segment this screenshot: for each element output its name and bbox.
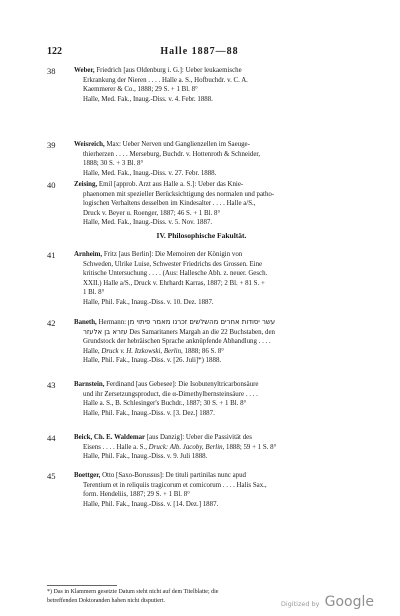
entry-body: [74, 380, 356, 418]
entry-text: Otto [Saxo-Borussus]: De tituli partinilas nunc apud: [100, 472, 246, 479]
entry-text: thierherzen . . . . Merseburg, Buchdr. v. Hottenroth & Schneider,: [83, 150, 261, 158]
entry-line: [74, 471, 356, 481]
entry-line: [74, 150, 356, 160]
watermark-brand: Google: [324, 594, 374, 610]
entry-text: Halle, Phil. Fak., Inaug.-Diss. v. 9. Juli 1888.: [83, 453, 208, 461]
entry-text: Halle, Phil. Fak., Inaug.-Diss. v. [26. Juli]*) 1888.: [83, 357, 222, 365]
author-name: Zeising,: [74, 181, 98, 188]
entry-text: Halle,: [83, 347, 102, 355]
entry-line: [74, 169, 356, 179]
entry-text: Friedrich [aus Oldenburg i. G.]: Ueber leukaemische: [94, 67, 242, 74]
entry-45: [47, 471, 356, 509]
google-watermark: [281, 591, 374, 610]
author-name: Baneth,: [74, 319, 97, 326]
entry-text: Grundstock der hebräischen Sprache anknüpfende Abhandlung . . . .: [83, 338, 271, 346]
entry-line: [74, 452, 356, 462]
entry-text: Druck v. Beyer u. Roenger, 1887; 46 S. + 1 Bl. 8°: [83, 209, 221, 217]
entry-text: Kaemmerer & Co., 1888; 29 S. + 1 Bl. 8°: [83, 86, 198, 94]
author-name: Weber,: [74, 67, 95, 74]
entry-line: [74, 380, 356, 390]
entry-text: 1888; 30 S. + 3 Bl. 8°: [83, 160, 144, 168]
page-number: 122: [47, 46, 62, 57]
entry-text: Eisens . . . . Halle a. S.,: [83, 443, 149, 451]
entry-text: Erkrankung der Nieren . . . . Halle a. S., Hofbuchdr. v. C. A.: [83, 76, 248, 84]
entry-text: Halle, Phil. Fak., Inaug.-Diss. v. 10. Dez. 1887.: [83, 298, 214, 306]
entry-line: [74, 490, 356, 500]
footnote-line-1: *) Das in Klammern gesetzte Datum steht nicht auf dem Titelblatte; die: [47, 589, 219, 595]
entry-line: [74, 356, 356, 366]
author-name: Arnheim,: [74, 251, 103, 258]
entry-number: 39: [47, 140, 56, 150]
entry-text: Fritz [aus Berlin]: Die Memoiren der Königin von: [102, 251, 243, 258]
entry-text: 1888; 59 + 1 S. 8°: [224, 443, 277, 451]
entry-line: [74, 433, 356, 443]
author-name: Barnstein,: [74, 381, 105, 388]
entry-text: und ihr Zersetzungsproduct, die α-Dimethylbernsteinsäure . . . .: [83, 390, 258, 398]
entry-body: [74, 250, 356, 308]
hebrew-title: עשר יסודות אחרים מהשלשים זכרנו מאמר פיתוי מן: [127, 318, 276, 326]
footnote-rule: [47, 585, 117, 586]
entry-43: [47, 380, 356, 418]
entry-text: Max: Ueber Nerven und Ganglienzellen im Saeuge-: [104, 141, 250, 148]
entry-line: [74, 190, 356, 200]
entry-text: form. Hendeliis, 1887; 29 S. + 1 Bl. 8°: [83, 491, 190, 499]
entry-line: [74, 95, 356, 105]
entry-number: 40: [47, 180, 56, 190]
entry-39: [47, 140, 356, 178]
footnote-line-2: betreffenden Doktoranden haben nicht disputiert.: [47, 597, 166, 604]
entry-number: 43: [47, 380, 56, 390]
entry-line: [74, 85, 356, 95]
page-header: [47, 46, 352, 60]
author-name: Ch. E. Waldemar: [93, 434, 146, 441]
entry-line: [74, 140, 356, 150]
entry-41: [47, 250, 356, 308]
entry-line: [74, 199, 356, 209]
entry-line: [74, 288, 356, 298]
entry-line: [74, 337, 356, 347]
entry-body: [74, 471, 356, 509]
entry-text: Halle, Phil. Fak., Inaug.-Diss. v. [3. Dez.] 1887.: [83, 409, 215, 417]
entry-line: [74, 250, 356, 260]
entry-42: [47, 318, 356, 366]
entry-38: [47, 66, 356, 104]
entry-text: Terentium et in reliquiis tragicorum et comicorum . . . . Halis Sax.,: [83, 481, 267, 489]
entry-number: 45: [47, 471, 56, 481]
entry-line: [74, 180, 356, 190]
entry-text: 1888; 86 S. 8°: [182, 347, 225, 355]
entry-text: Halle, Med. Fak., Inaug.-Diss. v. 4. Febr. 1888.: [83, 95, 213, 103]
section-title: IV. Philosophische Fakultät.: [156, 231, 247, 240]
entry-text: [aus Danzig]: Ueber die Passivität des: [145, 434, 252, 441]
entry-number: 41: [47, 250, 56, 260]
entry-text: Hermann:: [96, 319, 128, 326]
running-title: Halle 1887—88: [160, 46, 239, 57]
entry-text: Des Samaritaners Margah an die 22 Buchstaben, den: [127, 328, 275, 336]
entry-text: Emil [approb. Arzt aus Halle a. S.]: Ueber das Knie-: [97, 181, 244, 188]
entry-44: [47, 433, 356, 462]
author-name: Boettger,: [74, 472, 101, 479]
entry-number: 38: [47, 66, 56, 76]
entry-line: [74, 481, 356, 491]
entry-text: phaenomen mit spezieller Berücksichtigung des normalen und patho-: [83, 190, 275, 198]
entry-line: [74, 347, 356, 357]
entry-text: Halle, Med. Fak., Inaug.-Diss. v. 5. Nov. 1887.: [83, 219, 213, 227]
entry-text: Druck: Alb. Jacoby, Berlin,: [148, 443, 225, 451]
entry-line: [74, 260, 356, 270]
entry-line: [74, 159, 356, 169]
entry-line: [74, 318, 356, 328]
entry-number: 42: [47, 318, 56, 328]
entry-line: [74, 269, 356, 279]
entry-line: [74, 390, 356, 400]
entry-text: Halle, Phil. Fak., Inaug.-Diss. v. [14. Dez.] 1887.: [83, 500, 219, 508]
entry-body: [74, 180, 356, 228]
entry-line: [74, 500, 356, 510]
entry-line: [74, 209, 356, 219]
entry-text: Druck v. H. Itzkowski, Berlin,: [101, 347, 183, 355]
entry-line: [74, 409, 356, 419]
entry-text: Halle a. S., B. Schlesinger's Buchdr., 1887; 30 S. + 1 Bl. 8°: [83, 400, 247, 408]
entry-line: [74, 218, 356, 228]
hebrew-title: עזרא בן אלעזר: [83, 327, 128, 336]
entry-text: Schweden, Ulrike Luise, Schwester Friedrichs des Grossen. Eine: [83, 260, 263, 268]
entry-text: Halle, Med. Fak., Inaug.-Diss. v. 27. Febr. 1888.: [83, 169, 217, 177]
entry-text: kritische Untersuchung . . . . (Aus: Hallesche Abh. z. neuer. Gesch.: [83, 270, 268, 278]
entry-40: [47, 180, 356, 228]
entry-body: [74, 433, 356, 462]
entry-line: [74, 279, 356, 289]
entry-line: [74, 328, 356, 338]
entry-body: [74, 318, 356, 366]
entry-line: [74, 443, 356, 453]
entry-line: [74, 399, 356, 409]
entry-line: [74, 66, 356, 76]
entry-number: 44: [47, 433, 56, 443]
entry-text: 1 Bl. 8°: [83, 289, 105, 297]
entry-body: [74, 66, 356, 104]
watermark-prefix: Digitized by: [280, 600, 320, 608]
entry-line: [74, 76, 356, 86]
author-name: Weisreich,: [74, 141, 105, 148]
entry-line: [74, 298, 356, 308]
entry-text: XXII.) Halle a/S., Druck v. Ehrhardt Karras, 1887; 2 Bl. + 81 S. +: [83, 279, 265, 287]
entry-body: [74, 140, 356, 178]
entry-text: Ferdinand [aus Gebesee]: Die Isobutenyltricarbonsäure: [104, 381, 259, 388]
author-name: Beick,: [74, 434, 93, 441]
entry-text: logischen Verhaltens desselben im Kindesalter . . . . Halle a/S.,: [83, 200, 256, 208]
